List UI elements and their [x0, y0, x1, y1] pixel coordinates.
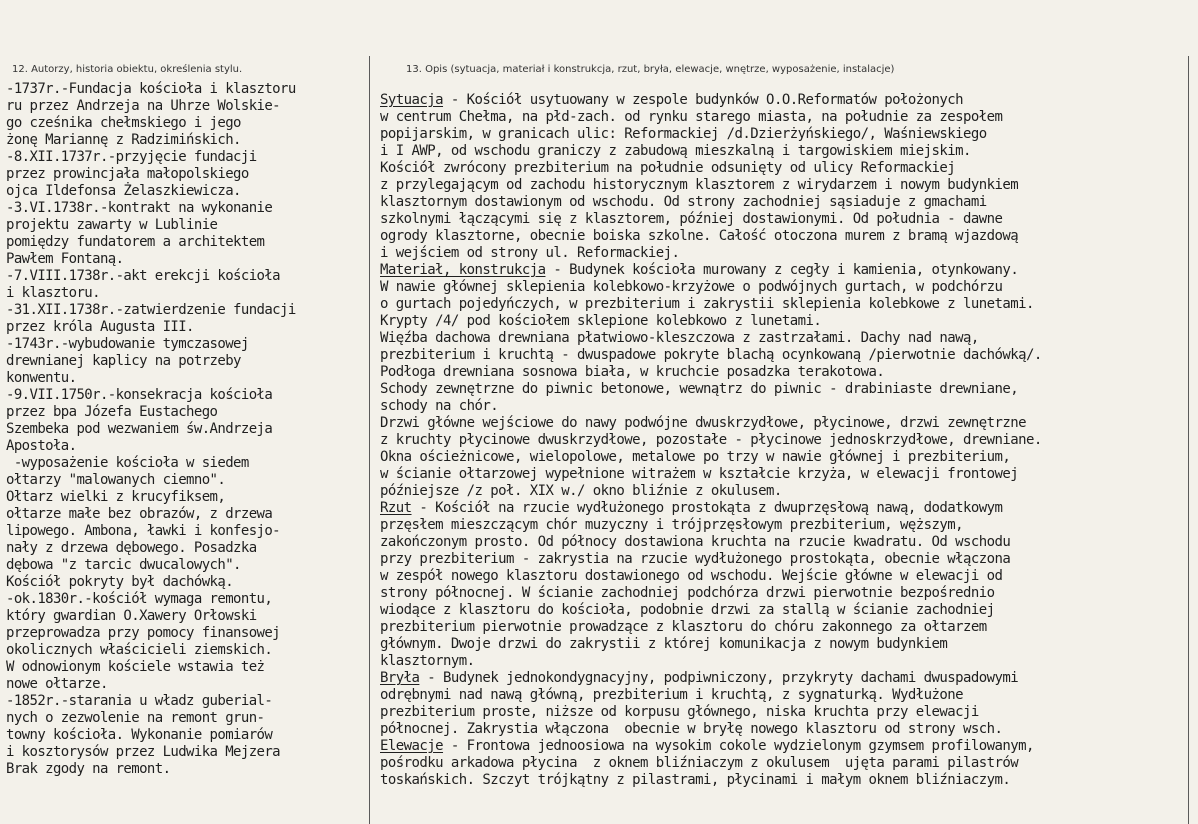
description-text: zakończonym prosto. Od północy dostawiona kruchta na rzucie kwadratu. Od wschodu [380, 534, 1011, 550]
history-line: nowe ołtarze. [6, 676, 108, 692]
description-line [380, 670, 1192, 687]
description-line [380, 160, 1192, 177]
description-text: popijarskim, w granicach ulic: Reformackiej /d.Dzierżyńskiego/, Waśniewskiego [380, 126, 987, 142]
history-line: -3.VI.1738r.-kontrakt na wykonanie [6, 200, 273, 216]
description-text: głównym. Dwoje drzwi do zakrystii z której komunikacja z nowym budynkiem [380, 636, 948, 652]
history-line: W odnowionym kościele wstawia też [6, 659, 265, 675]
description-line [380, 738, 1192, 755]
history-line: ołtarze małe bez obrazów, z drzewa [6, 506, 273, 522]
description-line [380, 296, 1192, 313]
description-text: Drzwi główne wejściowe do nawy podwójne dwuskrzydłowe, płycinowe, drzwi zewnętrzne [380, 415, 1027, 431]
history-line: nych o zezwolenie na remont grun- [6, 710, 265, 726]
description-text: - Kościół usytuowany w zespole budynków O.O.Reformatów położonych [443, 92, 964, 108]
description-line [380, 109, 1192, 126]
description-text: strony północnej. W ścianie zachodniej podchórza drzwi pierwotnie bezpośrednio [380, 585, 995, 601]
description-line [380, 245, 1192, 262]
description-line [380, 398, 1192, 415]
description-line [380, 364, 1192, 381]
history-line: i klasztoru. [6, 285, 100, 301]
history-line: przez króla Augusta III. [6, 319, 194, 335]
description-text: prezbiterium i kruchtą - dwuspadowe pokryte blachą ocynkowaną /pierwotnie dachówką/. [380, 347, 1042, 363]
description-line [380, 619, 1192, 636]
history-line: dębowa "z tarcic dwucalowych". [6, 557, 241, 573]
section-heading: Bryła [380, 670, 420, 686]
description-line [380, 568, 1192, 585]
history-line: -31.XII.1738r.-zatwierdzenie fundacji [6, 302, 296, 318]
description-text: pośrodku arkadowa płycina z oknem bliźniaczym z okulusem ujęta parami pilastrów [380, 755, 1019, 771]
description-line [380, 313, 1192, 330]
history-line: ojca Ildefonsa Żelaszkiewicza. [6, 183, 241, 199]
description-text: północnej. Zakrystia włączona obecnie w bryłę nowego klasztoru od strony wsch. [380, 721, 1003, 737]
description-line [380, 772, 1192, 789]
description-text: w centrum Chełma, na płd-zach. od rynku starego miasta, na południe za zespołem [380, 109, 1003, 125]
history-line: -wyposażenie kościoła w siedem [6, 455, 249, 471]
description-text: - Budynek kościoła murowany z cegły i kamienia, otynkowany. [545, 262, 1019, 278]
description-text: z przylegającym od zachodu historycznym klasztorem z wirydarzem i nowym budynkiem [380, 177, 1019, 193]
section-heading: Rzut [380, 500, 412, 516]
history-line: go cześnika chełmskiego i jego [6, 115, 241, 131]
history-line: -7.VIII.1738r.-akt erekcji kościoła [6, 268, 281, 284]
description-text: prezbiterium proste, niższe od korpusu głównego, niska kruchta przy elewacji [380, 704, 979, 720]
history-line: nały z drzewa dębowego. Posadzka [6, 540, 257, 556]
history-line: żonę Mariannę z Radzimińskich. [6, 132, 241, 148]
section-heading: Materiał, konstrukcja [380, 262, 546, 278]
history-line: -ok.1830r.-kościół wymaga remontu, [6, 591, 273, 607]
description-line [380, 636, 1192, 653]
description-text: prezbiterium pierwotnie prowadzące z klasztoru do chóru zakonnego za ołtarzem [380, 619, 987, 635]
column-divider [369, 56, 370, 824]
history-line: -9.VII.1750r.-konsekracja kościoła [6, 387, 273, 403]
history-line: przez prowincjała małopolskiego [6, 166, 249, 182]
history-line: Szembeka pod wezwaniem św.Andrzeja [6, 421, 273, 437]
description-text: o gurtach pojedyńczych, w prezbiterium i zakrystii sklepienia kolebkowe z lunetami. [380, 296, 1034, 312]
description-text: odrębnymi nad nawą główną, prezbiterium i kruchtą, z sygnaturką. Wydłużone [380, 687, 964, 703]
description-line [380, 755, 1192, 772]
description-text: przęsłem mieszczącym chór muzyczny i trójprzęsłowym prezbiterium, węższym, [380, 517, 964, 533]
history-line: Apostoła. [6, 438, 77, 454]
right-column-header: 13. Opis (sytuacja, materiał i konstrukcja, rzut, bryła, elewacje, wnętrze, wyposażenie, instalacje) [406, 64, 895, 75]
description-line [380, 534, 1192, 551]
description-text: Okna ościeżnicowe, wielopolowe, metalowe po trzy w nawie głównej i prezbiterium, [380, 449, 1011, 465]
description-text: wiodące z klasztoru do kościoła, podobnie drzwi za stallą w ścianie zachodniej [380, 602, 995, 618]
description-text: - Kościół na rzucie wydłużonego prostokąta z dwuprzęsłową nawą, dodatkowym [411, 500, 1003, 516]
description-line [380, 126, 1192, 143]
history-line: -1852r.-starania u władz guberial- [6, 693, 273, 709]
description-line [380, 432, 1192, 449]
description-line [380, 177, 1192, 194]
description-line [380, 704, 1192, 721]
description-line [380, 194, 1192, 211]
history-line: drewnianej kaplicy na potrzeby [6, 353, 241, 369]
description-line [380, 449, 1192, 466]
description-text: W nawie głównej sklepienia kolebkowo-krzyżowe o podwójnych gurtach, w podchórzu [380, 279, 1003, 295]
description-line [380, 228, 1192, 245]
section-heading: Sytuacja [380, 92, 444, 108]
description-line [380, 483, 1192, 500]
history-line: konwentu. [6, 370, 77, 386]
history-line: pomiędzy fundatorem a architektem [6, 234, 265, 250]
description-line [380, 721, 1192, 738]
history-line: ru przez Andrzeja na Uhrze Wolskie- [6, 98, 281, 114]
description-line [380, 143, 1192, 160]
history-line: -8.XII.1737r.-przyjęcie fundacji [6, 149, 257, 165]
description-line [380, 262, 1192, 279]
description-line [380, 466, 1192, 483]
history-line: -1743r.-wybudowanie tymczasowej [6, 336, 249, 352]
description-text: późniejsze /z poł. XIX w./ okno bliźnie z okulusem. [380, 483, 782, 499]
description-line [380, 687, 1192, 704]
left-column-header: 12. Autorzy, historia obiektu, określenia stylu. [12, 64, 243, 75]
description-line [380, 653, 1192, 670]
history-line: projektu zawarty w Lublinie [6, 217, 218, 233]
history-line: który gwardian O.Xawery Orłowski [6, 608, 257, 624]
history-line: Ołtarz wielki z krucyfiksem, [6, 489, 226, 505]
history-line: i kosztorysów przez Ludwika Mejzera [6, 744, 281, 760]
description-line [380, 517, 1192, 534]
description-line [380, 551, 1192, 568]
description-text: przy prezbiterium - zakrystia na rzucie wydłużonego prostokąta, obecnie włączona [380, 551, 1011, 567]
description-line [380, 279, 1192, 296]
history-line: towny kościoła. Wykonanie pomiarów [6, 727, 273, 743]
description-text: w zespół nowego klasztoru dostawionego od wschodu. Wejście główne w elewacji od [380, 568, 1003, 584]
history-line: lipowego. Ambona, ławki i konfesjo- [6, 523, 281, 539]
description-line [380, 585, 1192, 602]
history-line: przez bpa Józefa Eustachego [6, 404, 218, 420]
description-text: w ścianie ołtarzowej wypełnione witrażem w kształcie krzyża, w elewacji frontowej [380, 466, 1019, 482]
description-line [380, 415, 1192, 432]
description-line [380, 330, 1192, 347]
description-text: i I AWP, od wschodu graniczy z zabudową mieszkalną i targowiskiem miejskim. [380, 143, 971, 159]
history-line: przeprowadza przy pomocy finansowej [6, 625, 281, 641]
description-text: schody na chór. [380, 398, 499, 414]
description-line [380, 381, 1192, 398]
description-text: Kościół zwrócony prezbiterium na południe odsunięty od ulicy Reformackiej [380, 160, 956, 176]
description-text: Krypty /4/ pod kościołem sklepione kolebkowo z lunetami. [380, 313, 822, 329]
history-line: Brak zgody na remont. [6, 761, 171, 777]
description-text: - Frontowa jednoosiowa na wysokim cokole wydzielonym gzymsem profilowanym, [443, 738, 1034, 754]
description-text: szkolnymi łączącymi się z klasztorem, później dostawionymi. Od południa - dawne [380, 211, 1003, 227]
history-line: -1737r.-Fundacja kościoła i klasztoru [6, 81, 296, 97]
description-line [380, 347, 1192, 364]
description-line [380, 92, 1192, 109]
description-line [380, 500, 1192, 517]
history-line: ołtarzy "malowanych ciemno". [6, 472, 226, 488]
history-line: Pawłem Fontaną. [6, 251, 124, 267]
history-column [6, 81, 366, 778]
description-text: klasztornym. [380, 653, 475, 669]
history-line: okolicznych właścicieli ziemskich. [6, 642, 273, 658]
description-text: klasztornym dostawionym od wschodu. Od strony zachodniej sąsiaduje z gmachami [380, 194, 987, 210]
description-text: toskańskich. Szczyt trójkątny z pilastrami, płycinami i małym oknem bliźniaczym. [380, 772, 1011, 788]
description-text: Schody zewnętrzne do piwnic betonowe, wewnątrz do piwnic - drabiniaste drewniane, [380, 381, 1019, 397]
description-line [380, 602, 1192, 619]
description-text: ogrody klasztorne, obecnie boiska szkolne. Całość otoczona murem z bramą wjazdową [380, 228, 1019, 244]
description-line [380, 211, 1192, 228]
description-text: - Budynek jednokondygnacyjny, podpiwniczony, przykryty dachami dwuspadowymi [419, 670, 1019, 686]
description-text: Więźba dachowa drewniana płatwiowo-kleszczowa z zastrzałami. Dachy nad nawą, [380, 330, 979, 346]
section-heading: Elewacje [380, 738, 444, 754]
description-text: i wejściem od strony ul. Reformackiej. [380, 245, 680, 261]
description-text: z kruchty płycinowe dwuskrzydłowe, pozostałe - płycinowe jednoskrzydłowe, drewniane. [380, 432, 1042, 448]
description-text: Podłoga drewniana sosnowa biała, w kruchcie posadzka terakotowa. [380, 364, 885, 380]
description-column [380, 92, 1192, 789]
history-line: Kościół pokryty był dachówką. [6, 574, 234, 590]
